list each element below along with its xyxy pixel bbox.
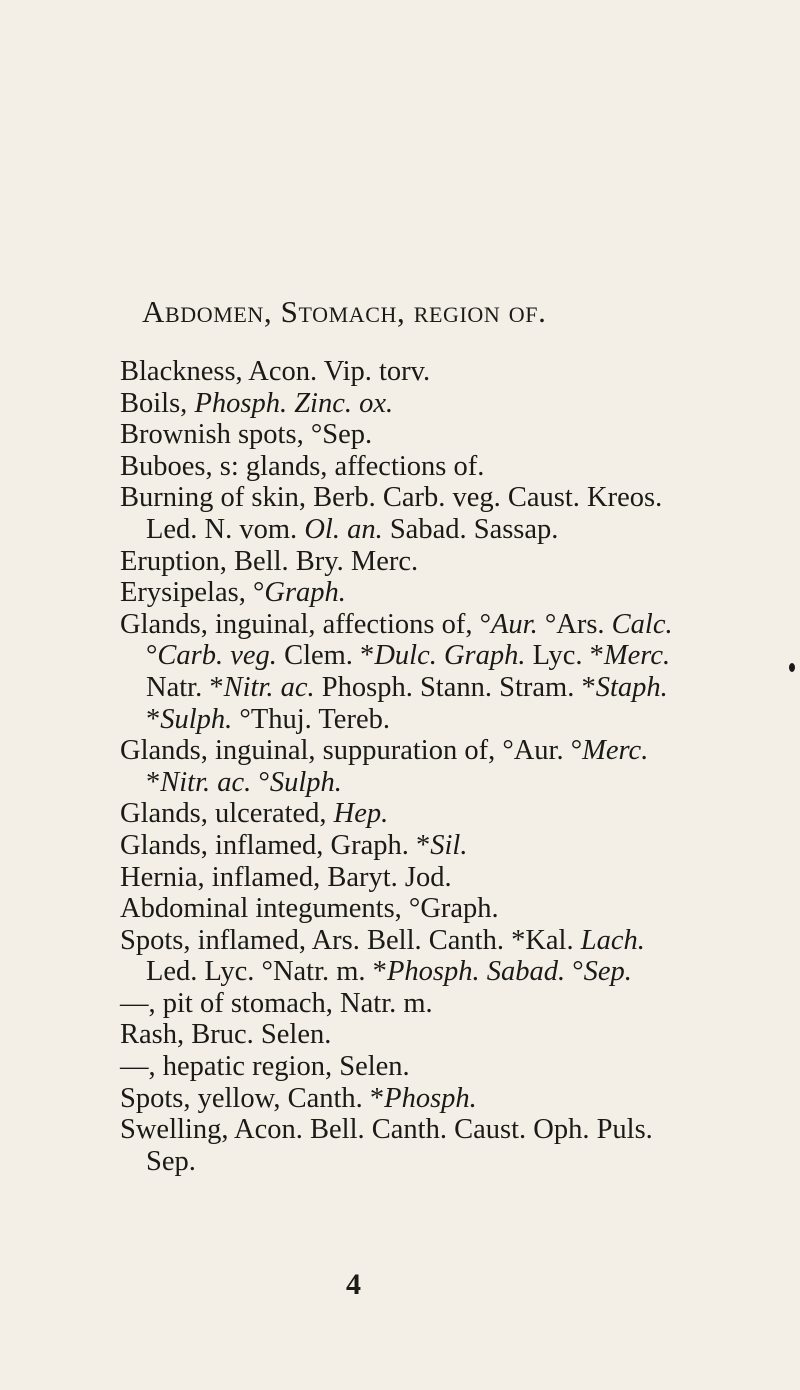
italic-remedy: Lach. bbox=[580, 924, 645, 956]
entry-text: Led. Lyc. °Natr. m. * bbox=[146, 956, 387, 988]
entry-line bbox=[120, 514, 800, 546]
entry-line bbox=[120, 482, 800, 514]
entry-text: Natr. * bbox=[146, 671, 224, 703]
entry-line bbox=[120, 419, 800, 451]
entry-list bbox=[120, 356, 800, 1177]
italic-remedy: Staph. bbox=[595, 671, 668, 703]
entry-line bbox=[120, 1019, 800, 1051]
entry-text: Spots, yellow, Canth. * bbox=[120, 1082, 385, 1114]
entry-text: ° bbox=[565, 956, 584, 988]
entry-text: Spots, inflamed, Ars. Bell. Canth. *Kal. bbox=[120, 924, 581, 956]
italic-remedy: Dulc. Graph. bbox=[374, 640, 526, 672]
italic-remedy: Nitr. ac. bbox=[223, 671, 315, 703]
entry-text: Swelling, Acon. Bell. Canth. Caust. Oph. Puls. bbox=[120, 1114, 653, 1146]
entry-text: —, pit of stomach, Natr. m. bbox=[120, 987, 433, 1019]
entry-text: Glands, inguinal, affections of, ° bbox=[120, 608, 492, 640]
italic-remedy: Carb. veg. bbox=[157, 640, 277, 672]
entry-line bbox=[120, 1146, 800, 1178]
entry-line bbox=[120, 451, 800, 483]
entry-text: Glands, inflamed, Graph. * bbox=[120, 829, 431, 861]
entry-line bbox=[120, 1114, 800, 1146]
italic-remedy: Phosph. Zinc. ox. bbox=[194, 387, 394, 419]
entry-line bbox=[120, 672, 800, 704]
italic-remedy: Sulph. bbox=[269, 766, 342, 798]
italic-remedy: Merc. bbox=[582, 735, 649, 767]
entry-text: Sabad. Sassap. bbox=[382, 513, 559, 545]
entry-text: Clem. * bbox=[276, 640, 375, 672]
entry-text: Lyc. * bbox=[525, 640, 604, 672]
italic-remedy: Sep. bbox=[583, 956, 632, 988]
entry-text: °Ars. bbox=[537, 608, 612, 640]
page-number: 4 bbox=[346, 1268, 361, 1301]
entry-text: * bbox=[146, 703, 161, 735]
entry-text: ° bbox=[251, 766, 270, 798]
italic-remedy: Graph. bbox=[264, 577, 346, 609]
entry-line bbox=[120, 388, 800, 420]
entry-text: Rash, Bruc. Selen. bbox=[120, 1019, 332, 1051]
entry-line bbox=[120, 546, 800, 578]
entry-text: Brownish spots, °Sep. bbox=[120, 419, 373, 451]
entry-line bbox=[120, 988, 800, 1020]
entry-line bbox=[120, 830, 800, 862]
italic-remedy: Merc. bbox=[603, 640, 671, 672]
entry-text: Sep. bbox=[146, 1145, 196, 1177]
italic-remedy: Aur. bbox=[491, 608, 538, 640]
entry-text: Blackness, Acon. Vip. torv. bbox=[120, 356, 431, 387]
entry-text: Buboes, s: glands, affections of. bbox=[120, 450, 485, 482]
entry-line bbox=[120, 956, 800, 988]
entry-line bbox=[120, 609, 800, 641]
entry-text: Led. N. vom. bbox=[146, 513, 305, 545]
entry-text: —, hepatic region, Selen. bbox=[120, 1051, 410, 1083]
entry-text: Glands, ulcerated, bbox=[120, 798, 334, 830]
entry-line bbox=[120, 925, 800, 957]
entry-text: Erysipelas, ° bbox=[120, 577, 265, 609]
entry-text: Abdominal integuments, °Graph. bbox=[120, 893, 499, 925]
entry-line bbox=[120, 735, 800, 767]
entry-line bbox=[120, 893, 800, 925]
ink-mark bbox=[789, 663, 795, 672]
italic-remedy: Phosph. bbox=[384, 1082, 477, 1114]
entry-line bbox=[120, 1083, 800, 1115]
italic-remedy: Phosph. Sabad. bbox=[386, 956, 566, 988]
entry-line bbox=[120, 862, 800, 894]
section-heading: Abdomen, Stomach, region of. bbox=[142, 294, 547, 329]
entry-line bbox=[120, 704, 800, 736]
entry-text: Glands, inguinal, suppuration of, °Aur. ° bbox=[120, 735, 583, 767]
entry-text: Phosph. Stann. Stram. * bbox=[314, 671, 596, 703]
entry-line bbox=[120, 356, 800, 388]
entry-line bbox=[120, 1051, 800, 1083]
italic-remedy: Ol. an. bbox=[304, 513, 383, 545]
italic-remedy: Sil. bbox=[430, 829, 468, 861]
entry-text: Boils, bbox=[120, 387, 195, 419]
italic-remedy: Sulph. bbox=[160, 703, 233, 735]
entry-text: Hernia, inflamed, Baryt. Jod. bbox=[120, 861, 452, 893]
entry-text: ° bbox=[146, 640, 158, 672]
italic-remedy: Hep. bbox=[333, 798, 389, 830]
entry-text: * bbox=[146, 766, 161, 798]
italic-remedy: Nitr. ac. bbox=[160, 766, 252, 798]
entry-text: Eruption, Bell. Bry. Merc. bbox=[120, 545, 419, 577]
entry-line bbox=[120, 798, 800, 830]
entry-line bbox=[120, 640, 800, 672]
entry-text: Burning of skin, Berb. Carb. veg. Caust. Kreos. bbox=[120, 482, 663, 514]
italic-remedy: Calc. bbox=[611, 608, 673, 640]
entry-text: °Thuj. Tereb. bbox=[232, 703, 390, 735]
entry-line bbox=[120, 767, 800, 799]
entry-line bbox=[120, 577, 800, 609]
